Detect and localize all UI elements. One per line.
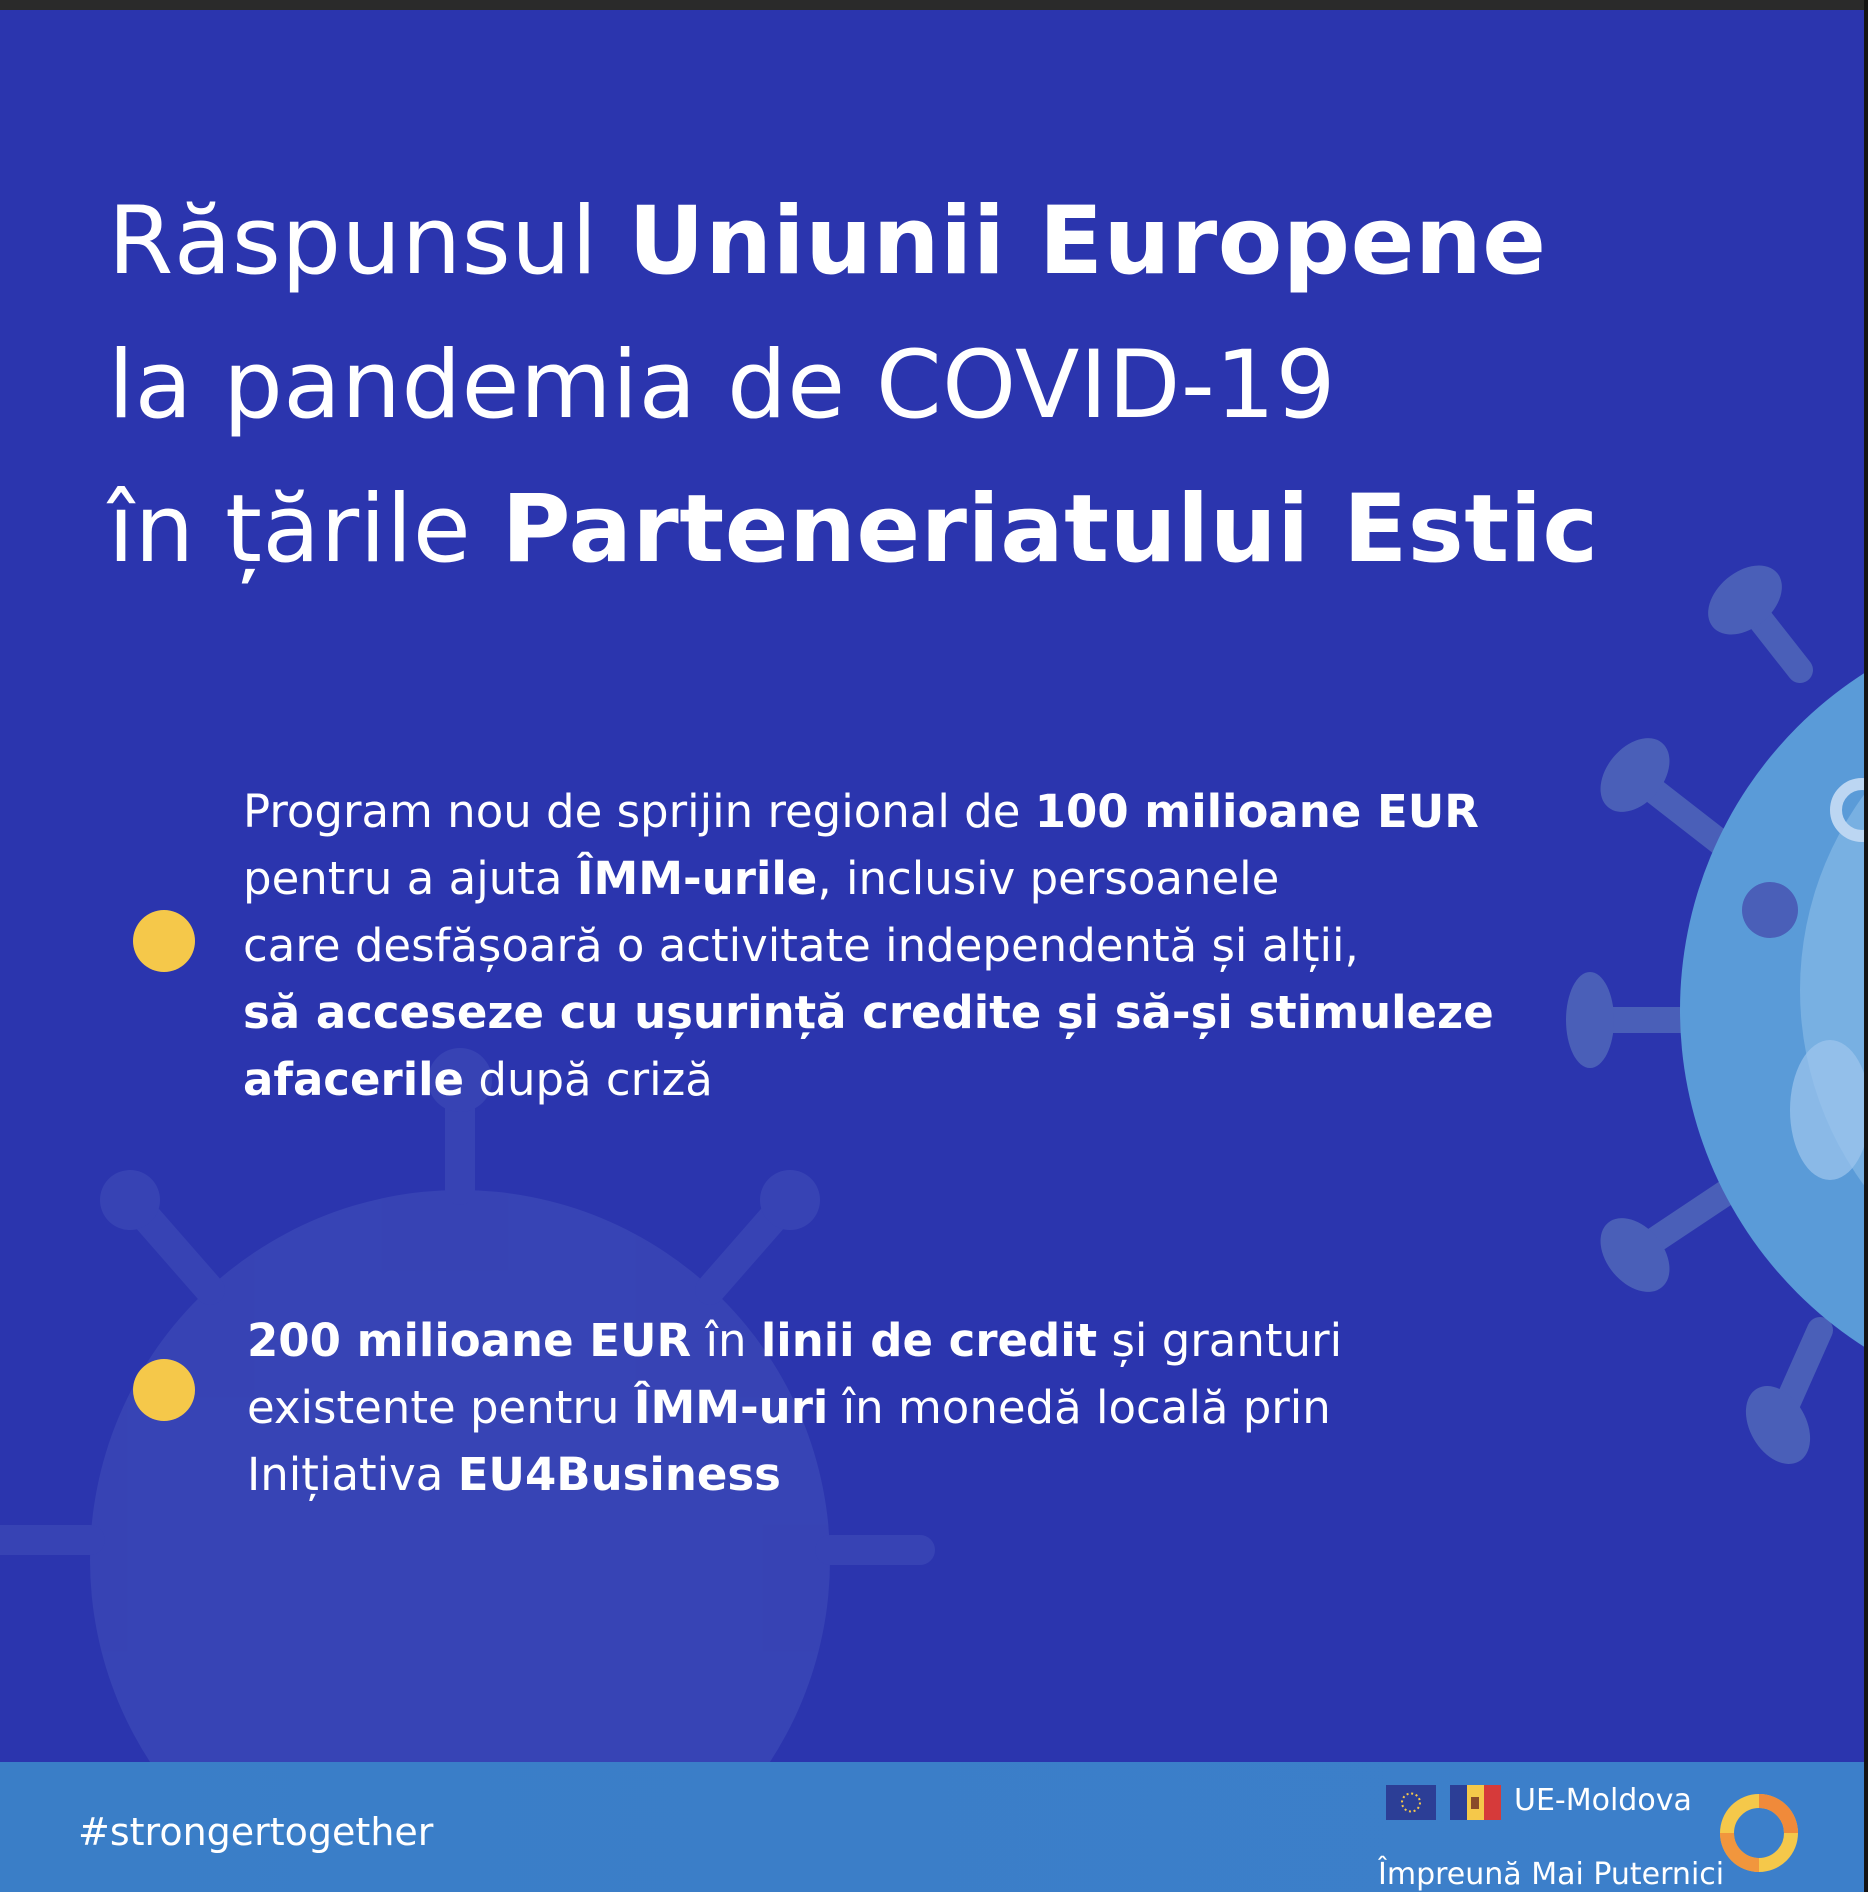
item-2-line-3 bbox=[247, 1441, 1342, 1508]
page-title bbox=[108, 170, 1599, 602]
item-2-line-2 bbox=[247, 1374, 1342, 1441]
item-2-line-1-regular-b: și granturi bbox=[1097, 1314, 1343, 1367]
brand-line-2: Împreună Mai Puternici bbox=[1378, 1857, 1725, 1892]
brand-line-1: UE-Moldova bbox=[1514, 1783, 1692, 1818]
window-right-edge bbox=[1864, 0, 1868, 1892]
bullet-2 bbox=[133, 1359, 195, 1421]
title-line-1 bbox=[108, 170, 1599, 314]
title-line-3 bbox=[108, 458, 1599, 602]
item-1-text bbox=[243, 778, 1494, 1113]
item-2-line-2-regular-b: în monedă locală prin bbox=[828, 1381, 1331, 1434]
item-2-line-3-bold: EU4Business bbox=[457, 1448, 781, 1501]
moldova-flag-icon bbox=[1450, 1785, 1500, 1820]
item-1-line-2-bold: ÎMM-urile bbox=[576, 852, 818, 905]
item-2-line-2-bold: ÎMM-uri bbox=[633, 1381, 829, 1434]
title-line-1-regular: Răspunsul bbox=[108, 187, 629, 296]
title-line-3-bold: Parteneriatului Estic bbox=[501, 475, 1599, 584]
item-1-line-4-bold: să acceseze cu ușurință credite și să-și stimuleze bbox=[243, 986, 1494, 1039]
item-2-line-1-regular-a: în bbox=[691, 1314, 761, 1367]
item-2-line-2-regular-a: existente pentru bbox=[247, 1381, 634, 1434]
item-1-line-1-bold: 100 milioane EUR bbox=[1034, 785, 1479, 838]
main-panel bbox=[0, 10, 1868, 1762]
item-2-line-1 bbox=[247, 1307, 1342, 1374]
ring-logo-icon bbox=[1716, 1790, 1802, 1876]
item-1-line-2-regular-a: pentru a ajuta bbox=[243, 852, 577, 905]
item-1-line-5 bbox=[243, 1046, 1494, 1113]
item-1-line-2 bbox=[243, 845, 1494, 912]
eu-flag-icon bbox=[1386, 1785, 1436, 1820]
title-line-3-regular: în țările bbox=[108, 475, 502, 584]
item-1-line-3: care desfășoară o activitate independentă și alții, bbox=[243, 919, 1359, 972]
item-1-line-4 bbox=[243, 979, 1494, 1046]
item-1-line-1 bbox=[243, 778, 1494, 845]
title-line-2: la pandemia de COVID-19 bbox=[108, 331, 1336, 440]
hashtag: #strongertogether bbox=[78, 1810, 434, 1854]
item-1-line-2-regular-b: , inclusiv persoanele bbox=[817, 852, 1280, 905]
item-1-line-5-regular: după criză bbox=[464, 1053, 713, 1106]
item-2-line-1-bold-b: linii de credit bbox=[760, 1314, 1098, 1367]
item-2-text bbox=[247, 1307, 1342, 1508]
item-2-line-3-regular: Inițiativa bbox=[247, 1448, 458, 1501]
item-2-line-1-bold-a: 200 milioane EUR bbox=[247, 1314, 692, 1367]
item-1-line-1-regular: Program nou de sprijin regional de bbox=[243, 785, 1035, 838]
title-line-1-bold: Uniunii Europene bbox=[628, 187, 1547, 296]
item-1-line-5-bold: afacerile bbox=[243, 1053, 465, 1106]
bullet-1 bbox=[133, 910, 195, 972]
window-top-bar bbox=[0, 0, 1868, 10]
big-virus-icon bbox=[1566, 552, 1868, 1476]
